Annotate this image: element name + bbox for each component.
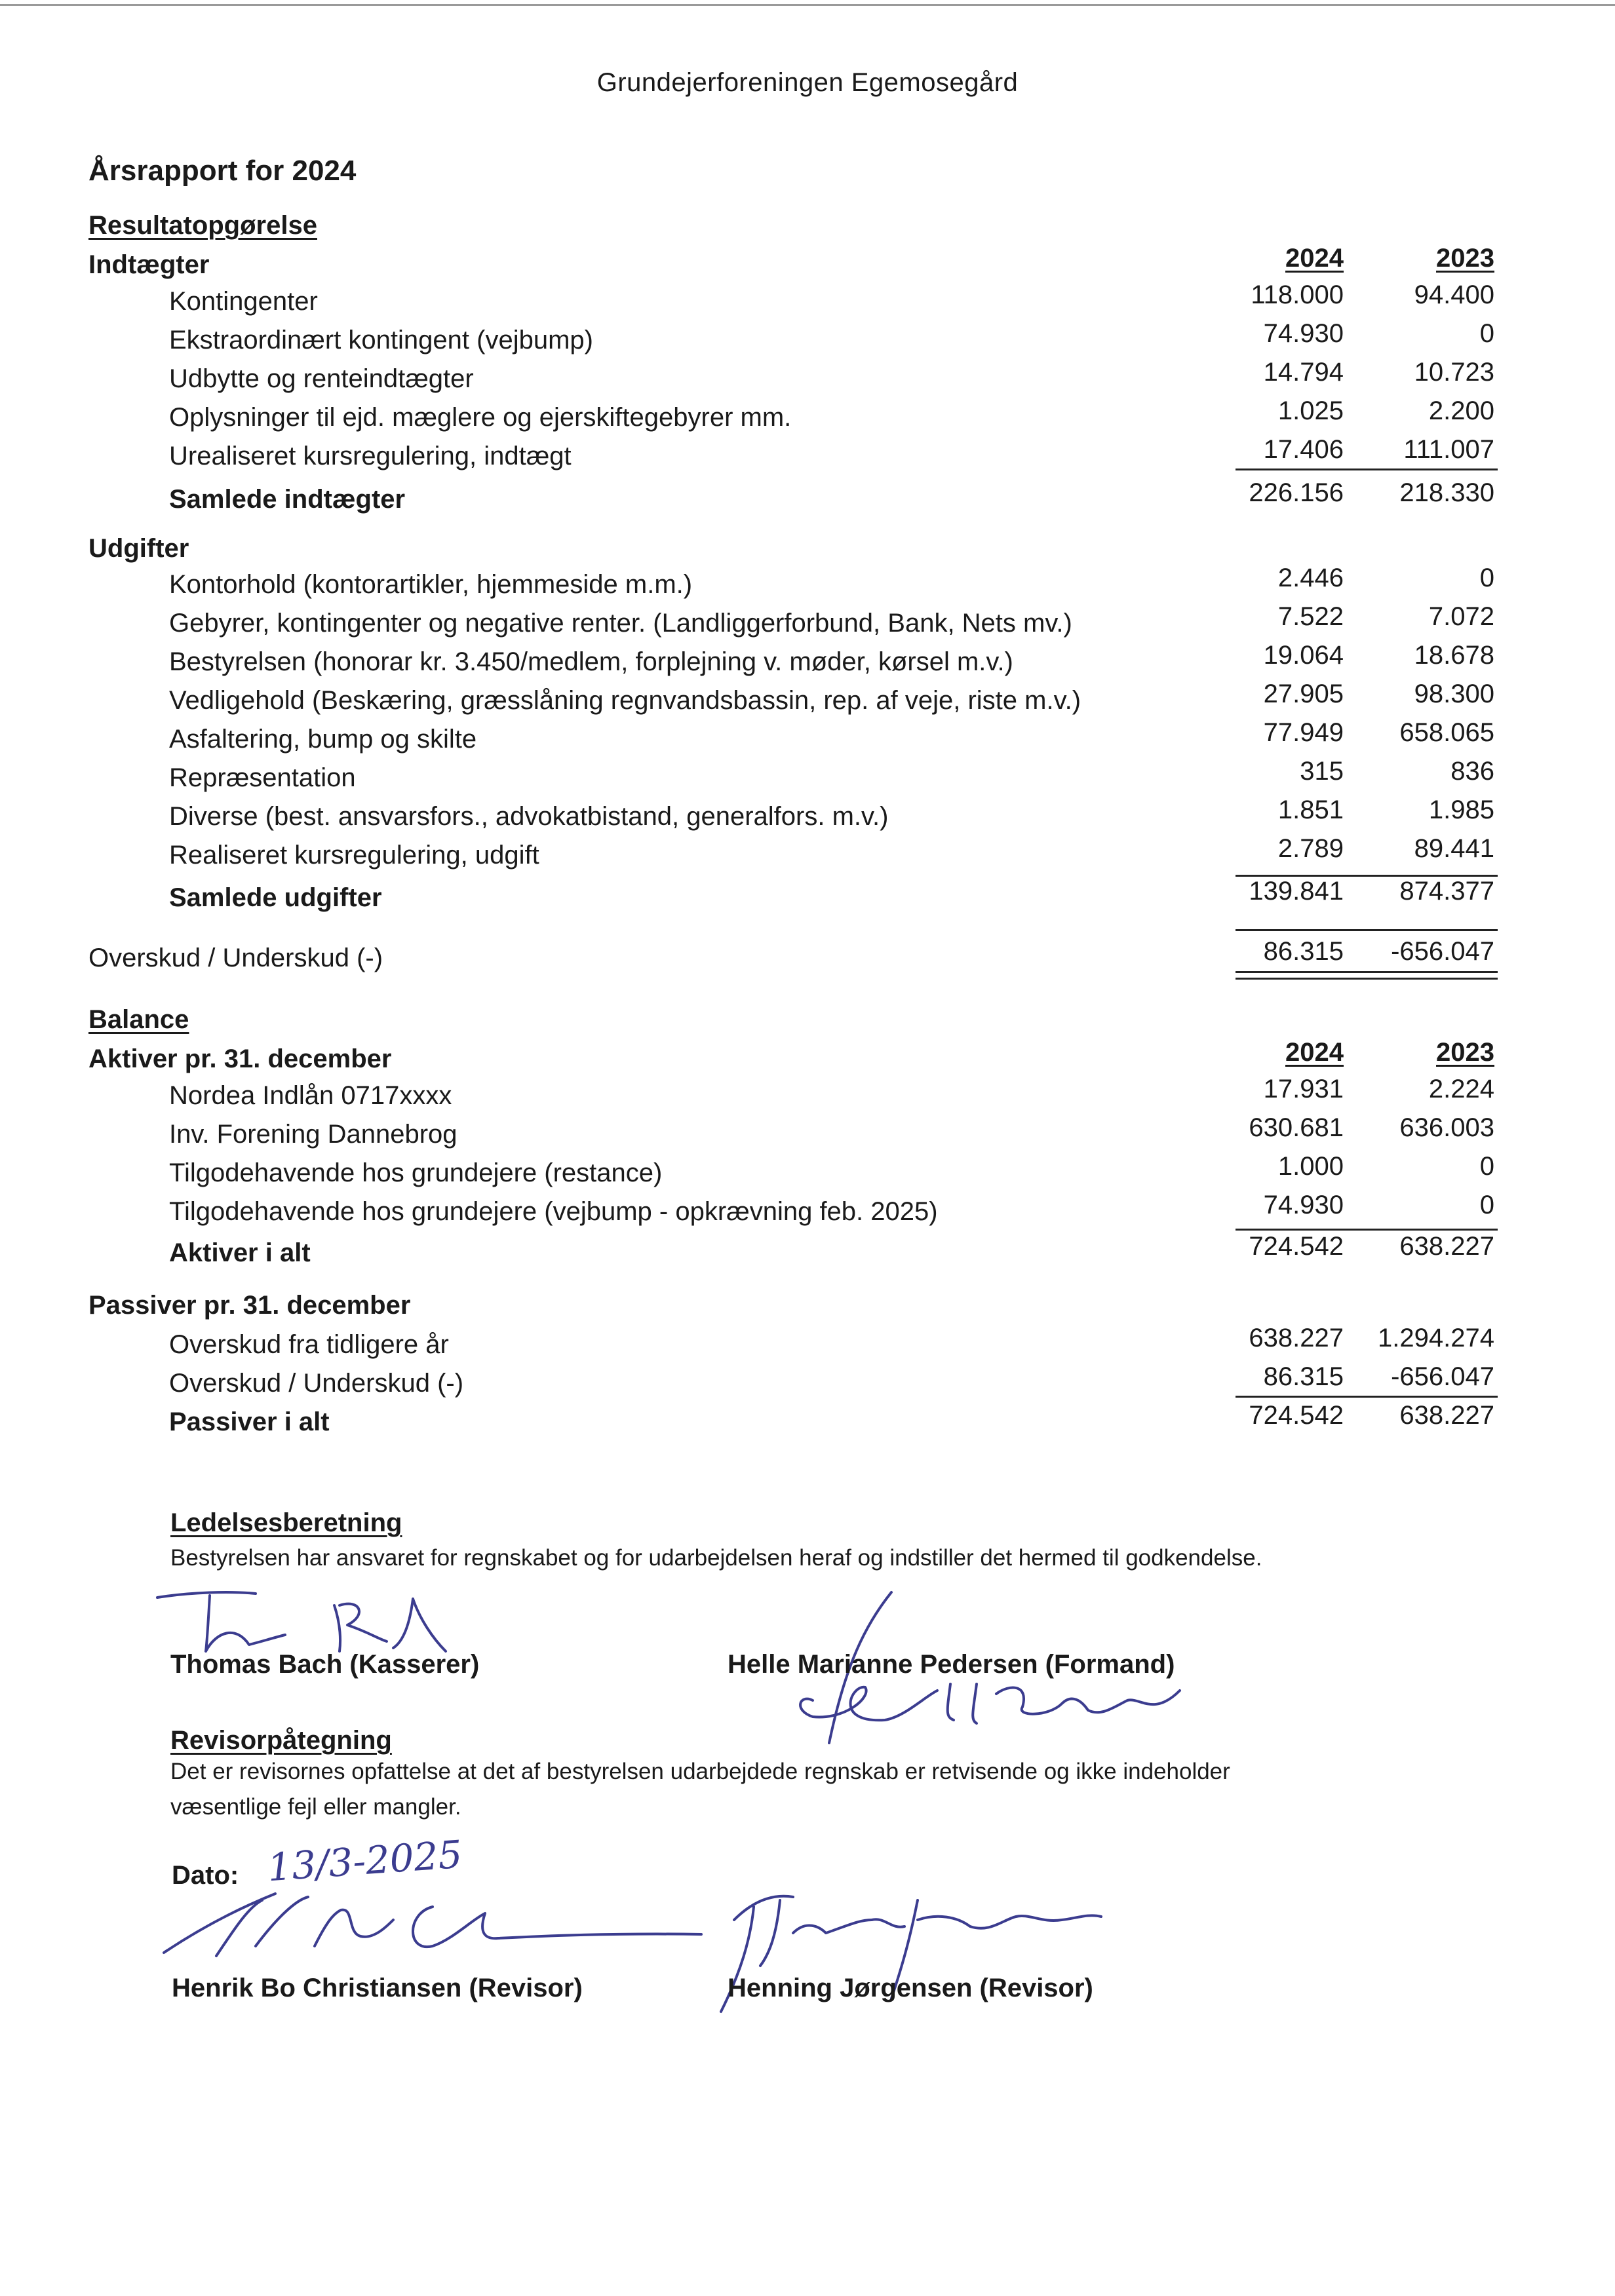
- expense-total-label: Samlede udgifter: [169, 883, 382, 912]
- balance-col-2023: 2023: [1436, 1038, 1494, 1067]
- row-value-2024: 19.064: [1263, 641, 1344, 670]
- income-subtotal-line: [1236, 469, 1498, 470]
- row-label: Vedligehold (Beskæring, græsslåning regnvandsbassin, rep. af veje, riste m.v.): [169, 686, 1081, 715]
- row-label: Oplysninger til ejd. mæglere og ejerskiftegebyrer mm.: [169, 403, 792, 432]
- row-value-2024: 14.794: [1263, 358, 1344, 387]
- signer-thomas-bach: Thomas Bach (Kasserer): [170, 1650, 480, 1679]
- signature-henning-jorgensen: [695, 1881, 1114, 2025]
- liabilities-heading: Passiver pr. 31. december: [88, 1291, 411, 1320]
- row-value-2023: 18.678: [1414, 641, 1494, 670]
- row-value-2024: 77.949: [1263, 718, 1344, 747]
- liabilities-total-2024: 724.542: [1249, 1401, 1344, 1430]
- row-label: Udbytte og renteindtægter: [169, 364, 474, 393]
- income-total-2024: 226.156: [1249, 478, 1344, 507]
- row-value-2024: 1.851: [1277, 795, 1344, 824]
- row-label: Overskud / Underskud (-): [169, 1369, 464, 1398]
- audit-text-line2: væsentlige fejl eller mangler.: [170, 1794, 461, 1820]
- row-value-2023: 658.065: [1399, 718, 1494, 747]
- row-value-2023: 98.300: [1414, 679, 1494, 708]
- row-label: Tilgodehavende hos grundejere (vejbump - opkrævning feb. 2025): [169, 1197, 938, 1226]
- row-label: Kontorhold (kontorartikler, hjemmeside m.m.): [169, 570, 693, 599]
- balance-heading: Balance: [88, 1005, 189, 1034]
- row-value-2024: 1.025: [1277, 396, 1344, 425]
- expense-total-2023: 874.377: [1399, 877, 1494, 906]
- row-value-2024: 315: [1300, 757, 1344, 786]
- row-value-2023: 1.985: [1428, 795, 1494, 824]
- row-label: Gebyrer, kontingenter og negative renter. (Landliggerforbund, Bank, Nets mv.): [169, 609, 1072, 638]
- row-value-2024: 638.227: [1249, 1324, 1344, 1352]
- row-value-2023: 89.441: [1414, 834, 1494, 863]
- row-value-2023: 0: [1479, 319, 1494, 348]
- surplus-2023: -656.047: [1391, 937, 1494, 966]
- row-label: Tilgodehavende hos grundejere (restance): [169, 1158, 663, 1187]
- result-heading: Resultatopgørelse: [88, 211, 317, 240]
- surplus-2024: 86.315: [1263, 937, 1344, 966]
- signer-helle-pedersen: Helle Marianne Pedersen (Formand): [728, 1650, 1175, 1679]
- row-label: Diverse (best. ansvarsfors., advokatbistand, generalfors. m.v.): [169, 802, 889, 831]
- assets-total-2023: 638.227: [1399, 1232, 1494, 1261]
- income-heading: Indtægter: [88, 250, 210, 279]
- row-value-2023: 10.723: [1414, 358, 1494, 387]
- management-heading: Ledelsesberetning: [170, 1508, 402, 1537]
- expense-total-2024: 139.841: [1249, 877, 1344, 906]
- row-value-2024: 86.315: [1263, 1362, 1344, 1391]
- row-label: Bestyrelsen (honorar kr. 3.450/medlem, forplejning v. møder, kørsel m.v.): [169, 647, 1013, 676]
- row-value-2023: -656.047: [1391, 1362, 1494, 1391]
- row-value-2024: 630.681: [1249, 1113, 1344, 1142]
- report-title: Årsrapport for 2024: [88, 155, 357, 187]
- signer-henrik-christiansen: Henrik Bo Christiansen (Revisor): [172, 1974, 583, 2002]
- row-value-2024: 74.930: [1263, 319, 1344, 348]
- row-value-2024: 1.000: [1277, 1152, 1344, 1181]
- row-value-2023: 111.007: [1403, 435, 1494, 464]
- balance-col-2024: 2024: [1285, 1038, 1344, 1067]
- liabilities-total-2023: 638.227: [1399, 1401, 1494, 1430]
- row-value-2023: 0: [1479, 564, 1494, 592]
- audit-heading: Revisorpåtegning: [170, 1726, 392, 1755]
- signature-thomas-bach: [151, 1579, 465, 1658]
- row-value-2024: 27.905: [1263, 679, 1344, 708]
- row-value-2024: 74.930: [1263, 1191, 1344, 1219]
- row-value-2023: 0: [1479, 1152, 1494, 1181]
- expense-heading: Udgifter: [88, 534, 189, 563]
- management-text: Bestyrelsen har ansvaret for regnskabet og for udarbejdelsen heraf og indstiller det hermed til godkendelse.: [170, 1545, 1262, 1571]
- date-handwritten: 13/3-2025: [265, 1831, 464, 1890]
- row-value-2024: 17.931: [1263, 1075, 1344, 1103]
- row-value-2023: 94.400: [1414, 280, 1494, 309]
- signer-henning-jorgensen: Henning Jørgensen (Revisor): [728, 1974, 1093, 2002]
- liabilities-subtotal-line: [1236, 1396, 1498, 1398]
- col-header-2023: 2023: [1436, 244, 1494, 273]
- row-value-2024: 17.406: [1263, 435, 1344, 464]
- surplus-top-line: [1236, 929, 1498, 931]
- assets-total-label: Aktiver i alt: [169, 1238, 311, 1267]
- row-value-2023: 0: [1479, 1191, 1494, 1219]
- row-value-2023: 2.200: [1428, 396, 1494, 425]
- assets-heading: Aktiver pr. 31. december: [88, 1044, 392, 1073]
- signature-henrik-christiansen: [144, 1881, 734, 1966]
- surplus-double-line-2: [1236, 978, 1498, 980]
- row-value-2023: 7.072: [1428, 602, 1494, 631]
- surplus-label: Overskud / Underskud (-): [88, 944, 383, 972]
- row-value-2024: 118.000: [1251, 280, 1344, 309]
- surplus-double-line-1: [1236, 971, 1498, 973]
- audit-text-line1: Det er revisornes opfattelse at det af bestyrelsen udarbejdede regnskab er retvisende og ikke indeholder: [170, 1759, 1230, 1784]
- row-label: Ekstraordinært kontingent (vejbump): [169, 326, 593, 354]
- row-label: Urealiseret kursregulering, indtægt: [169, 442, 572, 470]
- row-label: Nordea Indlån 0717xxxx: [169, 1081, 452, 1110]
- row-value-2024: 7.522: [1277, 602, 1344, 631]
- scan-top-edge: [0, 4, 1615, 6]
- income-total-label: Samlede indtægter: [169, 485, 406, 514]
- row-value-2024: 2.789: [1277, 834, 1344, 863]
- row-value-2023: 636.003: [1399, 1113, 1494, 1142]
- assets-subtotal-line: [1236, 1229, 1498, 1231]
- row-value-2023: 1.294.274: [1378, 1324, 1494, 1352]
- row-label: Realiseret kursregulering, udgift: [169, 841, 539, 870]
- row-label: Asfaltering, bump og skilte: [169, 725, 477, 754]
- col-header-2024: 2024: [1285, 244, 1344, 273]
- row-value-2024: 2.446: [1277, 564, 1344, 592]
- row-label: Kontingenter: [169, 287, 318, 316]
- assets-total-2024: 724.542: [1249, 1232, 1344, 1261]
- income-total-2023: 218.330: [1399, 478, 1494, 507]
- org-name: Grundejerforeningen Egemosegård: [596, 68, 1019, 97]
- date-label: Dato:: [172, 1861, 239, 1890]
- row-label: Inv. Forening Dannebrog: [169, 1120, 457, 1149]
- row-value-2023: 2.224: [1428, 1075, 1494, 1103]
- row-value-2023: 836: [1450, 757, 1494, 786]
- row-label: Repræsentation: [169, 763, 356, 792]
- liabilities-total-label: Passiver i alt: [169, 1407, 330, 1436]
- row-label: Overskud fra tidligere år: [169, 1330, 449, 1359]
